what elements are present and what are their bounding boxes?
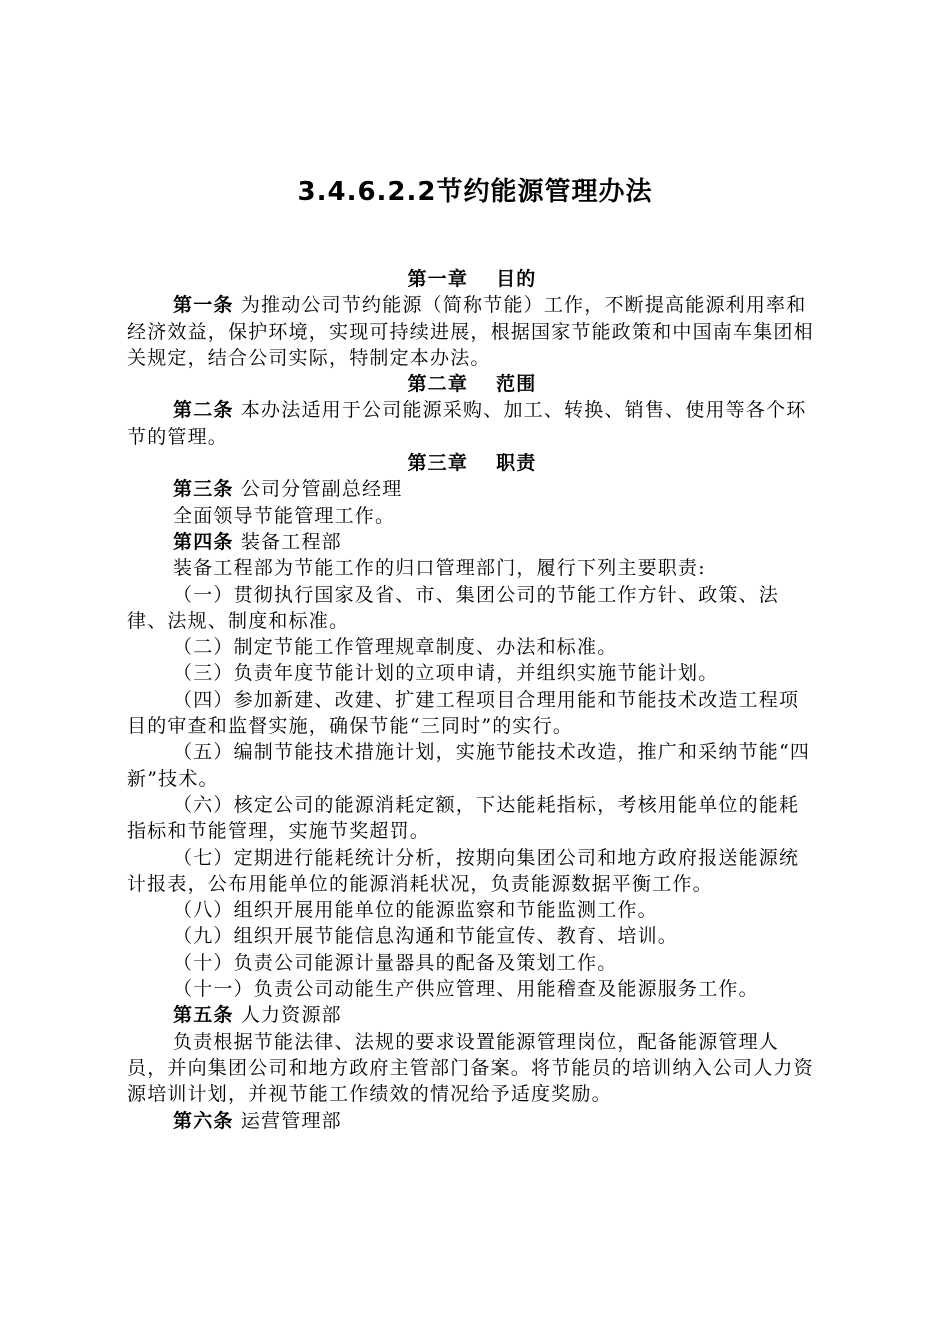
article-4 xyxy=(127,529,817,555)
article-text: 装备工程部 xyxy=(240,530,342,553)
article-2 xyxy=(127,397,817,450)
article-1 xyxy=(127,292,817,371)
article-3 xyxy=(127,476,817,502)
duty-item: （七）定期进行能耗统计分析，按期向集团公司和地方政府报送能源统计报表，公布用能单位的能源消耗状况，负责能源数据平衡工作。 xyxy=(127,846,800,895)
duty-item: （二）制定节能工作管理规章制度、办法和标准。 xyxy=(173,636,618,659)
article-text: 运营管理部 xyxy=(240,1109,342,1132)
duty-item: （八）组织开展用能单位的能源监察和节能监测工作。 xyxy=(173,899,658,922)
chapter-number: 第一章 xyxy=(407,268,469,290)
chapter-number: 第三章 xyxy=(407,452,469,475)
article-5-body: 负责根据节能法律、法规的要求设置能源管理岗位，配备能源管理人员，并向集团公司和地方政府主管部门备案。将节能员的培训纳入公司人力资源培训计划，并视节能工作绩效的情况给予适度奖励。 xyxy=(127,1030,814,1106)
chapter-heading-1 xyxy=(127,266,817,292)
article-4-intro: 装备工程部为节能工作的归口管理部门，履行下列主要职责: xyxy=(173,557,706,580)
chapter-heading-2 xyxy=(127,371,817,397)
duty-item: （十）负责公司能源计量器具的配备及策划工作。 xyxy=(173,951,618,974)
article-label: 第一条 xyxy=(173,294,234,317)
article-label: 第二条 xyxy=(173,399,234,422)
article-text: 本办法适用于公司能源采购、加工、转换、销售、使用等各个环节的管理。 xyxy=(127,399,807,448)
document-body xyxy=(127,266,817,1134)
article-label: 第三条 xyxy=(173,478,234,501)
chapter-name: 职责 xyxy=(496,452,537,475)
chapter-number: 第二章 xyxy=(407,373,469,396)
duty-item: （四）参加新建、改建、扩建工程项目合理用能和节能技术改造工程项目的审查和监督实施，确保节能“三同时”的实行。 xyxy=(127,688,800,738)
duty-item: （一）贯彻执行国家及省、市、集团公司的节能工作方针、政策、法律、法规、制度和标准。 xyxy=(127,583,780,632)
duty-item: （九）组织开展节能信息沟通和节能宣传、教育、培训。 xyxy=(173,925,679,948)
duty-item: （六）核定公司的能源消耗定额，下达能耗指标，考核用能单位的能耗指标和节能管理，实施节奖超罚。 xyxy=(127,793,800,843)
duty-item: （三）负责年度节能计划的立项申请，并组织实施节能计划。 xyxy=(173,662,719,685)
article-6 xyxy=(127,1108,817,1134)
duty-item: （五）编制节能技术措施计划，实施节能技术改造，推广和采纳节能“四新”技术。 xyxy=(127,741,811,790)
chapter-name: 目的 xyxy=(496,268,537,290)
chapter-heading-3 xyxy=(127,450,817,476)
article-label: 第五条 xyxy=(173,1004,234,1027)
duty-item: （十一）负责公司动能生产供应管理、用能稽查及能源服务工作。 xyxy=(173,978,759,1001)
page-title: 3.4.6.2.2节约能源管理办法 xyxy=(297,177,653,207)
article-text: 为推动公司节约能源（简称节能）工作，不断提高能源利用率和经济效益，保护环境，实现可持续进展，根据国家节能政策和中国南车集团相关规定，结合公司实际，特制定本办法。 xyxy=(127,294,814,369)
article-text: 公司分管副总经理 xyxy=(240,478,403,501)
article-label: 第四条 xyxy=(173,530,234,553)
article-text: 人力资源部 xyxy=(240,1004,342,1027)
article-5 xyxy=(127,1002,817,1028)
chapter-name: 范围 xyxy=(496,373,537,396)
article-3-body: 全面领导节能管理工作。 xyxy=(173,504,396,527)
article-label: 第六条 xyxy=(173,1109,234,1132)
